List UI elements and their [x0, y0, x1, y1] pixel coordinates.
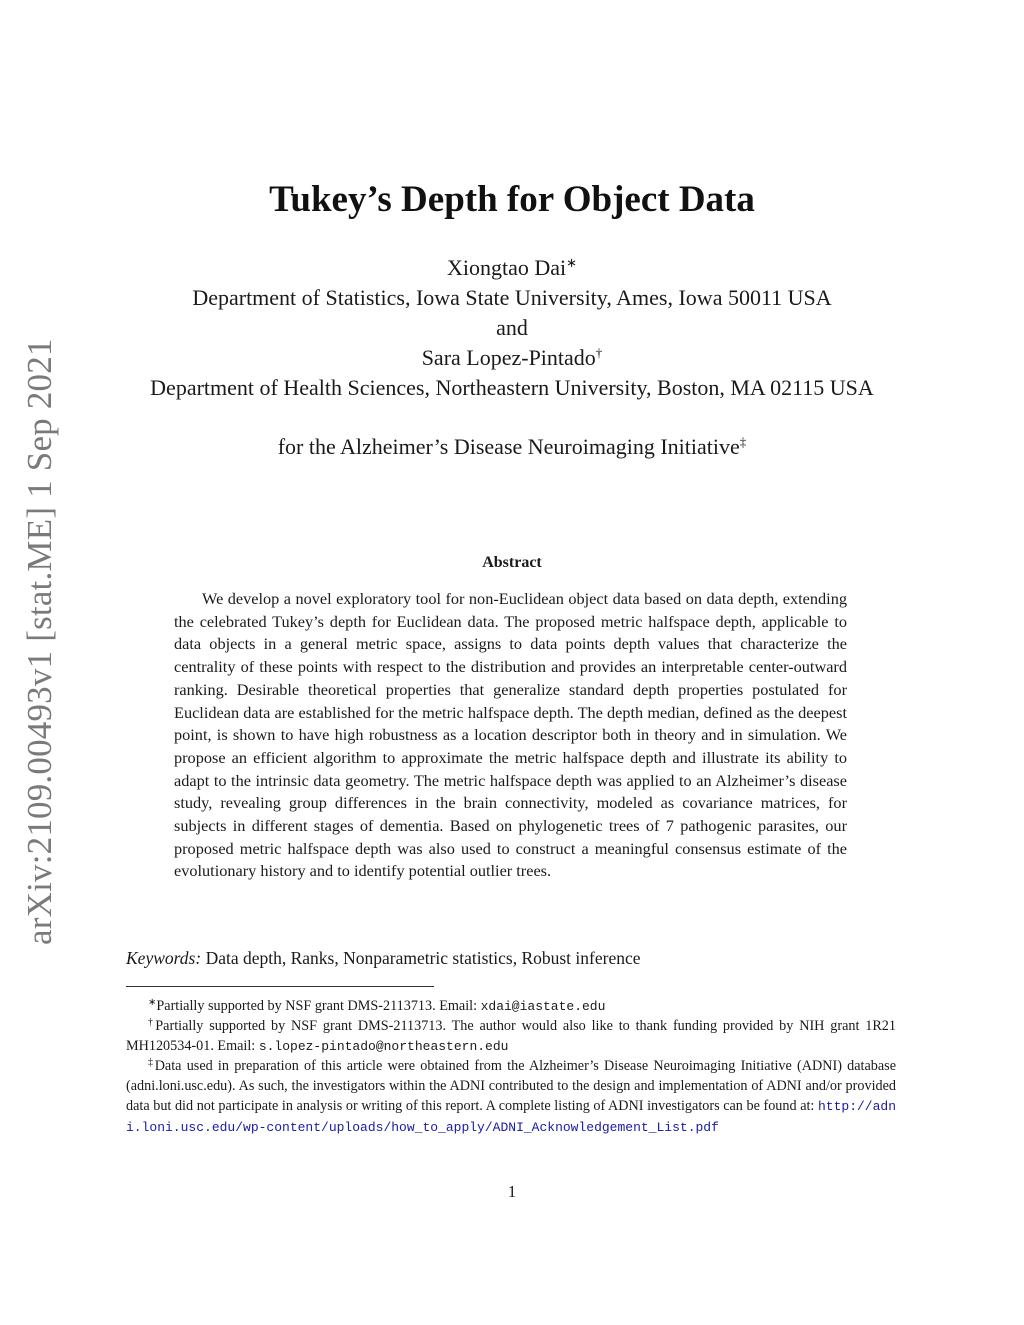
abstract-heading: Abstract — [482, 554, 542, 571]
page-number: 1 — [507, 1182, 517, 1201]
footnote-2-mark: † — [148, 1017, 156, 1028]
author-1-name: Xiongtao Dai — [446, 255, 567, 280]
author-2-name: Sara Lopez-Pintado — [421, 345, 596, 370]
initiative-text: for the Alzheimer’s Disease Neuroimaging Initiative — [277, 434, 740, 459]
author-2-affiliation: Department of Health Sciences, Northeastern University, Boston, MA 02115 USA — [150, 375, 874, 400]
footnote-3-text: Data used in preparation of this article were obtained from the Alzheimer’s Disease Neuroimaging Initiative (ADNI) database (adni.loni.usc.edu). As such, the investigators within the ADNI contributed to the design and implementation of ADNI and/or provided data but did not participate in analysis or writing of this report. A complete listing of ADNI investigators can be found at: — [126, 1058, 896, 1114]
initiative-footnote-mark: ‡ — [739, 434, 747, 449]
footnote-1-email: xdai@iastate.edu — [480, 999, 606, 1014]
footnote-3 — [126, 1053, 896, 1138]
paper-title: Tukey’s Depth for Object Data — [269, 179, 755, 220]
footnote-2-email: s.lopez-pintado@northeastern.edu — [258, 1039, 509, 1054]
footnote-1-text: Partially supported by NSF grant DMS-2113713. Email: — [156, 998, 481, 1014]
footnote-3-mark: ‡ — [148, 1057, 155, 1068]
arxiv-identifier-stamp: arXiv:2109.00493v1 [stat.ME] 1 Sep 2021 — [20, 338, 59, 945]
author-1-affiliation: Department of Statistics, Iowa State University, Ames, Iowa 50011 USA — [192, 285, 832, 310]
keywords-label: Keywords: — [126, 948, 202, 968]
author-line-1 — [0, 255, 1024, 281]
footnote-2 — [126, 1013, 896, 1057]
footnote-rule — [126, 986, 434, 987]
adni-acknowledgement-link[interactable]: http://adni.loni.usc.edu/wp-content/uploads/how_to_apply/ADNI_Acknowledgement_List.pdf — [126, 1099, 896, 1135]
keywords-line — [126, 948, 641, 969]
initiative-line — [0, 434, 1024, 460]
author-2-footnote-mark: † — [595, 345, 603, 360]
author-conjunction: and — [496, 315, 528, 340]
footnote-1-mark: ∗ — [148, 997, 157, 1008]
author-line-2 — [0, 345, 1024, 371]
abstract-text: We develop a novel exploratory tool for non-Euclidean object data based on data depth, extending the celebrated Tukey’s depth for Euclidean data. The proposed metric halfspace depth, applicable to data objects in a general metric space, assigns to data points depth values that characterize the centrality of these points with respect to the distribution and provides an interpretable center-outward ranking. Desirable theoretical properties that generalize standard depth properties postulated for Euclidean data are established for the metric halfspace depth. The depth median, defined as the deepest point, is shown to have high robustness as a location descriptor both in theory and in simulation. We propose an efficient algorithm to approximate the metric halfspace depth and illustrate its ability to adapt to the intrinsic data geometry. The metric halfspace depth was applied to an Alzheimer’s disease study, revealing group differences in the brain connectivity, modeled as covariance matrices, for subjects in different stages of dementia. Based on phylogenetic trees of 7 pathogenic parasites, our proposed metric halfspace depth was also used to construct a meaningful consensus estimate of the evolutionary history and to identify potential outlier trees. — [174, 589, 847, 881]
footnote-2-text: Partially supported by NSF grant DMS-2113713. The author would also like to thank funding provided by NIH grant 1R21 MH120534-01. Email: — [126, 1018, 896, 1054]
keywords-list: Data depth, Ranks, Nonparametric statistics, Robust inference — [205, 948, 641, 968]
author-1-footnote-mark: ∗ — [566, 255, 578, 270]
